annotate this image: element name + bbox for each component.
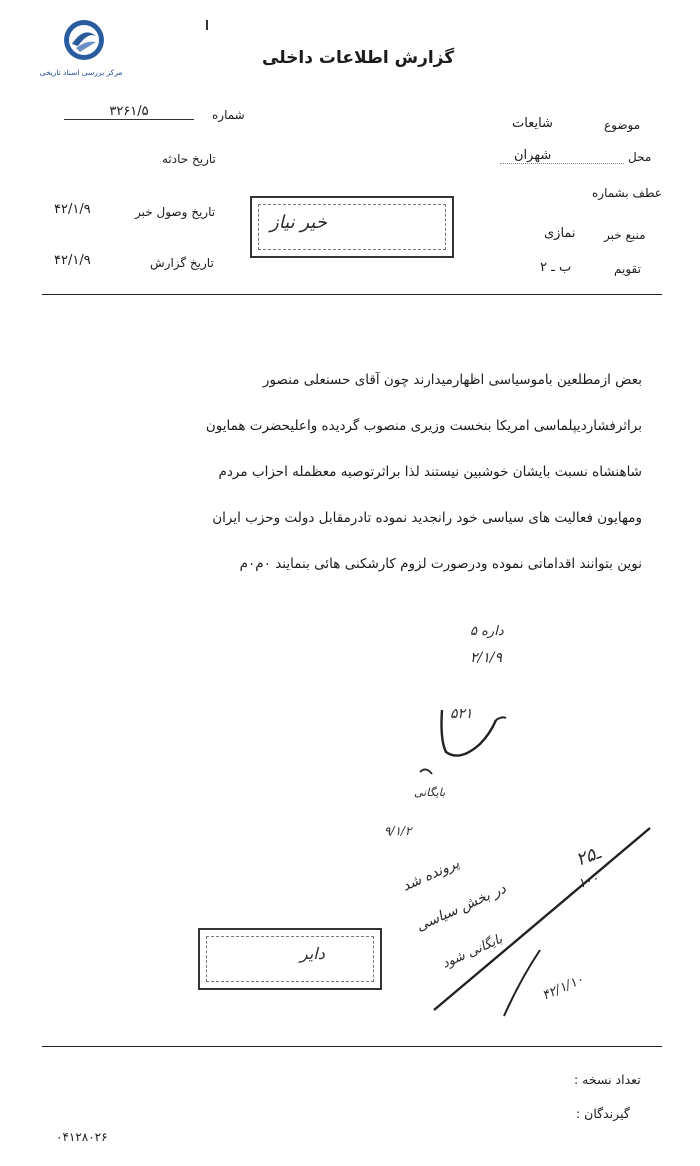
footer-divider — [42, 1046, 662, 1047]
number-value: ۳۲۶۱/۵ — [64, 104, 194, 120]
number-label: شماره — [212, 108, 245, 122]
stamp-bottom-text: دایر — [300, 944, 325, 963]
report-title: گزارش اطلاعات داخلی — [262, 48, 455, 68]
body-line-3: شاهنشاه نسبت بایشان خوشبین نیستند لذا براثرتوصیه معظمله احزاب مردم — [218, 464, 642, 480]
handwritten-side-num: ۱۰۰ — [576, 870, 601, 893]
handwritten-initials: ۵۲۱ — [450, 706, 473, 722]
news-date-value: ۴۲/۱/۹ — [54, 202, 91, 217]
handwritten-note-b2: در بخش سیاسی — [414, 880, 509, 935]
subject-label: موضوع — [604, 118, 641, 132]
body-line-5: نوین بتوانند اقداماتی نموده ودرصورت لزوم کارشکنی هائی بنمایند ۰م۰م — [239, 556, 642, 572]
body-line-1: بعض ازمطلعین باموسیاسی اظهارمیدارند چون آقای حسنعلی منصور — [262, 372, 642, 388]
source-value: نمازی — [544, 226, 576, 241]
event-date-label: تاریخ حادثه — [162, 152, 216, 166]
assessment-value: ب ـ ۲ — [540, 260, 572, 275]
place-label: محل — [628, 150, 652, 164]
handwritten-note-b4: ۴۲/۱/۱۰ — [540, 972, 586, 1004]
receipt-stamp-top — [250, 196, 454, 258]
handwritten-date-mid: ۹/۱/۲ — [384, 824, 412, 838]
report-date-label: تاریخ گزارش — [150, 256, 214, 270]
source-label: منبع خبر — [604, 228, 646, 242]
recipients-label: گیرندگان : — [576, 1106, 630, 1121]
assessment-label: تقویم — [614, 262, 641, 276]
subject-value: شایعات — [512, 116, 553, 131]
handwritten-note-a: داره ۵ — [470, 624, 504, 639]
handwritten-note-b3: بایگانی شود — [440, 931, 505, 972]
place-value: شهران — [514, 148, 552, 163]
handwritten-date-a: ۲/۱/۹ — [470, 650, 502, 666]
handwritten-side-code: ۲ـ۵ — [573, 842, 604, 871]
follow-label: عطف بشماره — [592, 186, 662, 200]
header-divider — [42, 294, 662, 295]
diagonal-stroke — [420, 820, 660, 1020]
archive-logo — [22, 18, 122, 76]
handwritten-note-b1: پرونده شد — [400, 855, 462, 895]
copies-label: تعداد نسخه : — [574, 1072, 641, 1087]
stamp-top-text: خیر نیاز — [270, 212, 327, 233]
news-date-label: تاریخ وصول خبر — [135, 205, 216, 219]
body-line-2: براثرفشاردیپلماسی امریکا بنخست وزیری منصوب گردیده واعلیحضرت همایون — [205, 418, 642, 434]
archive-emblem-icon — [62, 18, 106, 62]
body-line-4: ومهایون فعالیت های سیاسی خود رانجدید نموده تادرمقابل دولت وحزب ایران — [212, 510, 642, 526]
archive-caption: مرکز بررسی اسناد تاریخی — [39, 68, 123, 77]
receipt-stamp-bottom — [198, 928, 382, 990]
punch-mark — [206, 20, 208, 30]
signature-mark — [410, 690, 520, 800]
report-date-value: ۴۲/۱/۹ — [54, 253, 91, 268]
document-code: ۰۴۱۲۸۰۲۶ — [56, 1130, 108, 1144]
handwritten-archive-note: بایگانی — [414, 786, 446, 799]
